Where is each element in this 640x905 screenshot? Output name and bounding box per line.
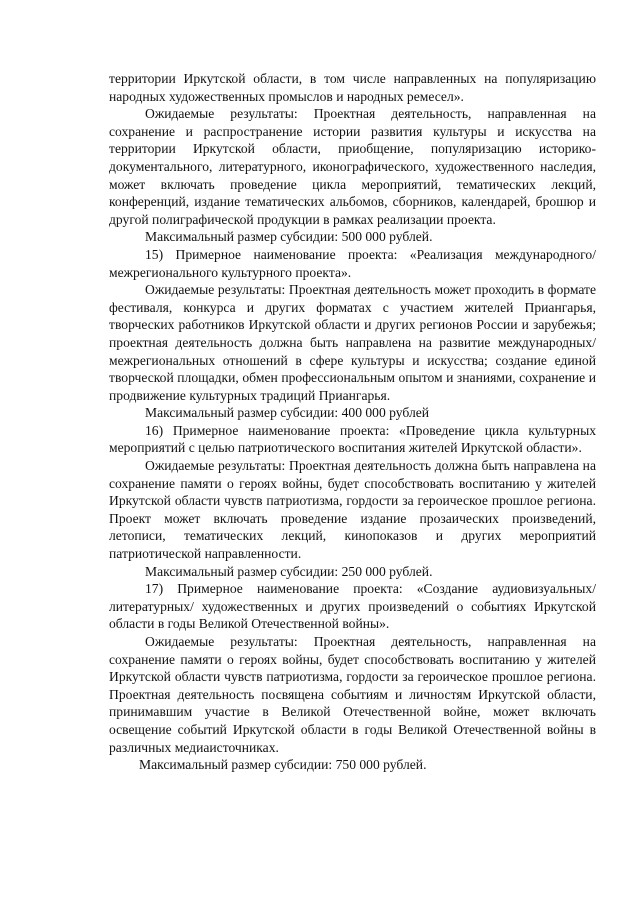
paragraph-project-16-title: 16) Примерное наименование проекта: «Проведение цикла культурных мероприятий с целью патриотического воспитания жителей Иркутской области». [109,422,596,456]
paragraph-expected-results-17: Ожидаемые результаты: Проектная деятельность, направленная на сохранение памяти о героях войны, будет способствовать воспитанию у жителей Иркутской области чувств патриотизма, гордости за героическое прошлое региона. Проектная деятельность посвящена событиям и личностям Иркутской области, принимавшим участие в Великой Отечественной войне, может включать освещение событий Иркутской области в годы Великой Отечественной войны в различных медиаисточниках. [109,634,596,755]
paragraph-max-subsidy-17: Максимальный размер субсидии: 750 000 рублей. [139,757,427,773]
paragraph-continuation: территории Иркутской области, в том числе направленных на популяризацию народных художественных промыслов и народных ремесел». [109,71,596,104]
paragraph-expected-results-16: Ожидаемые результаты: Проектная деятельность должна быть направлена на сохранение памяти о героях войны, будет способствовать воспитанию у жителей Иркутской области чувств патриотизма, гордости за героическое прошлое региона. Проект может включать проведение издание прозаических произведений, летописи, тематических лекций, кинопоказов и других мероприятий патриотической направленности. [109,458,596,562]
paragraph-expected-results-15: Ожидаемые результаты: Проектная деятельность может проходить в формате фестиваля, конкурса и других форматах с участием жителей Приангарья, творческих работников Иркутской области и других регионов России и зарубежья; проектная деятельность должна быть направлена на развитие международных/межрегиональных отношений в сфере культуры и искусства; создание единой творческой площадки, обмен профессиональным опытом и знаниями, сохранение и продвижение культурных традиций Приангарья. [109,282,596,403]
paragraph-max-subsidy-15: Максимальный размер субсидии: 400 000 рублей [145,405,430,421]
paragraph-expected-results-14: Ожидаемые результаты: Проектная деятельность, направленная на сохранение и распространение истории развития культуры и искусства на территории Иркутской области, приобщение, популяризацию историко-документального, литературного, иконографического, художественного наследия, может включать проведение цикла мероприятий, тематических лекций, конференций, издание тематических альбомов, сборников, календарей, брошюр и другой полиграфической продукции в рамках реализации проекта. [109,106,596,227]
paragraph-max-subsidy-16: Максимальный размер субсидии: 250 000 рублей. [145,563,433,579]
paragraph-project-15-title: 15) Примерное наименование проекта: «Реализация международного/межрегионального культурного проекта». [109,246,596,280]
document-body [109,70,596,774]
paragraph-project-17-title: 17) Примерное наименование проекта: «Создание аудиовизуальных/ литературных/ художественных и других произведений о событиях Иркутской области в годы Великой Отечественной войны». [109,581,596,632]
paragraph-max-subsidy-14: Максимальный размер субсидии: 500 000 рублей. [145,229,433,245]
